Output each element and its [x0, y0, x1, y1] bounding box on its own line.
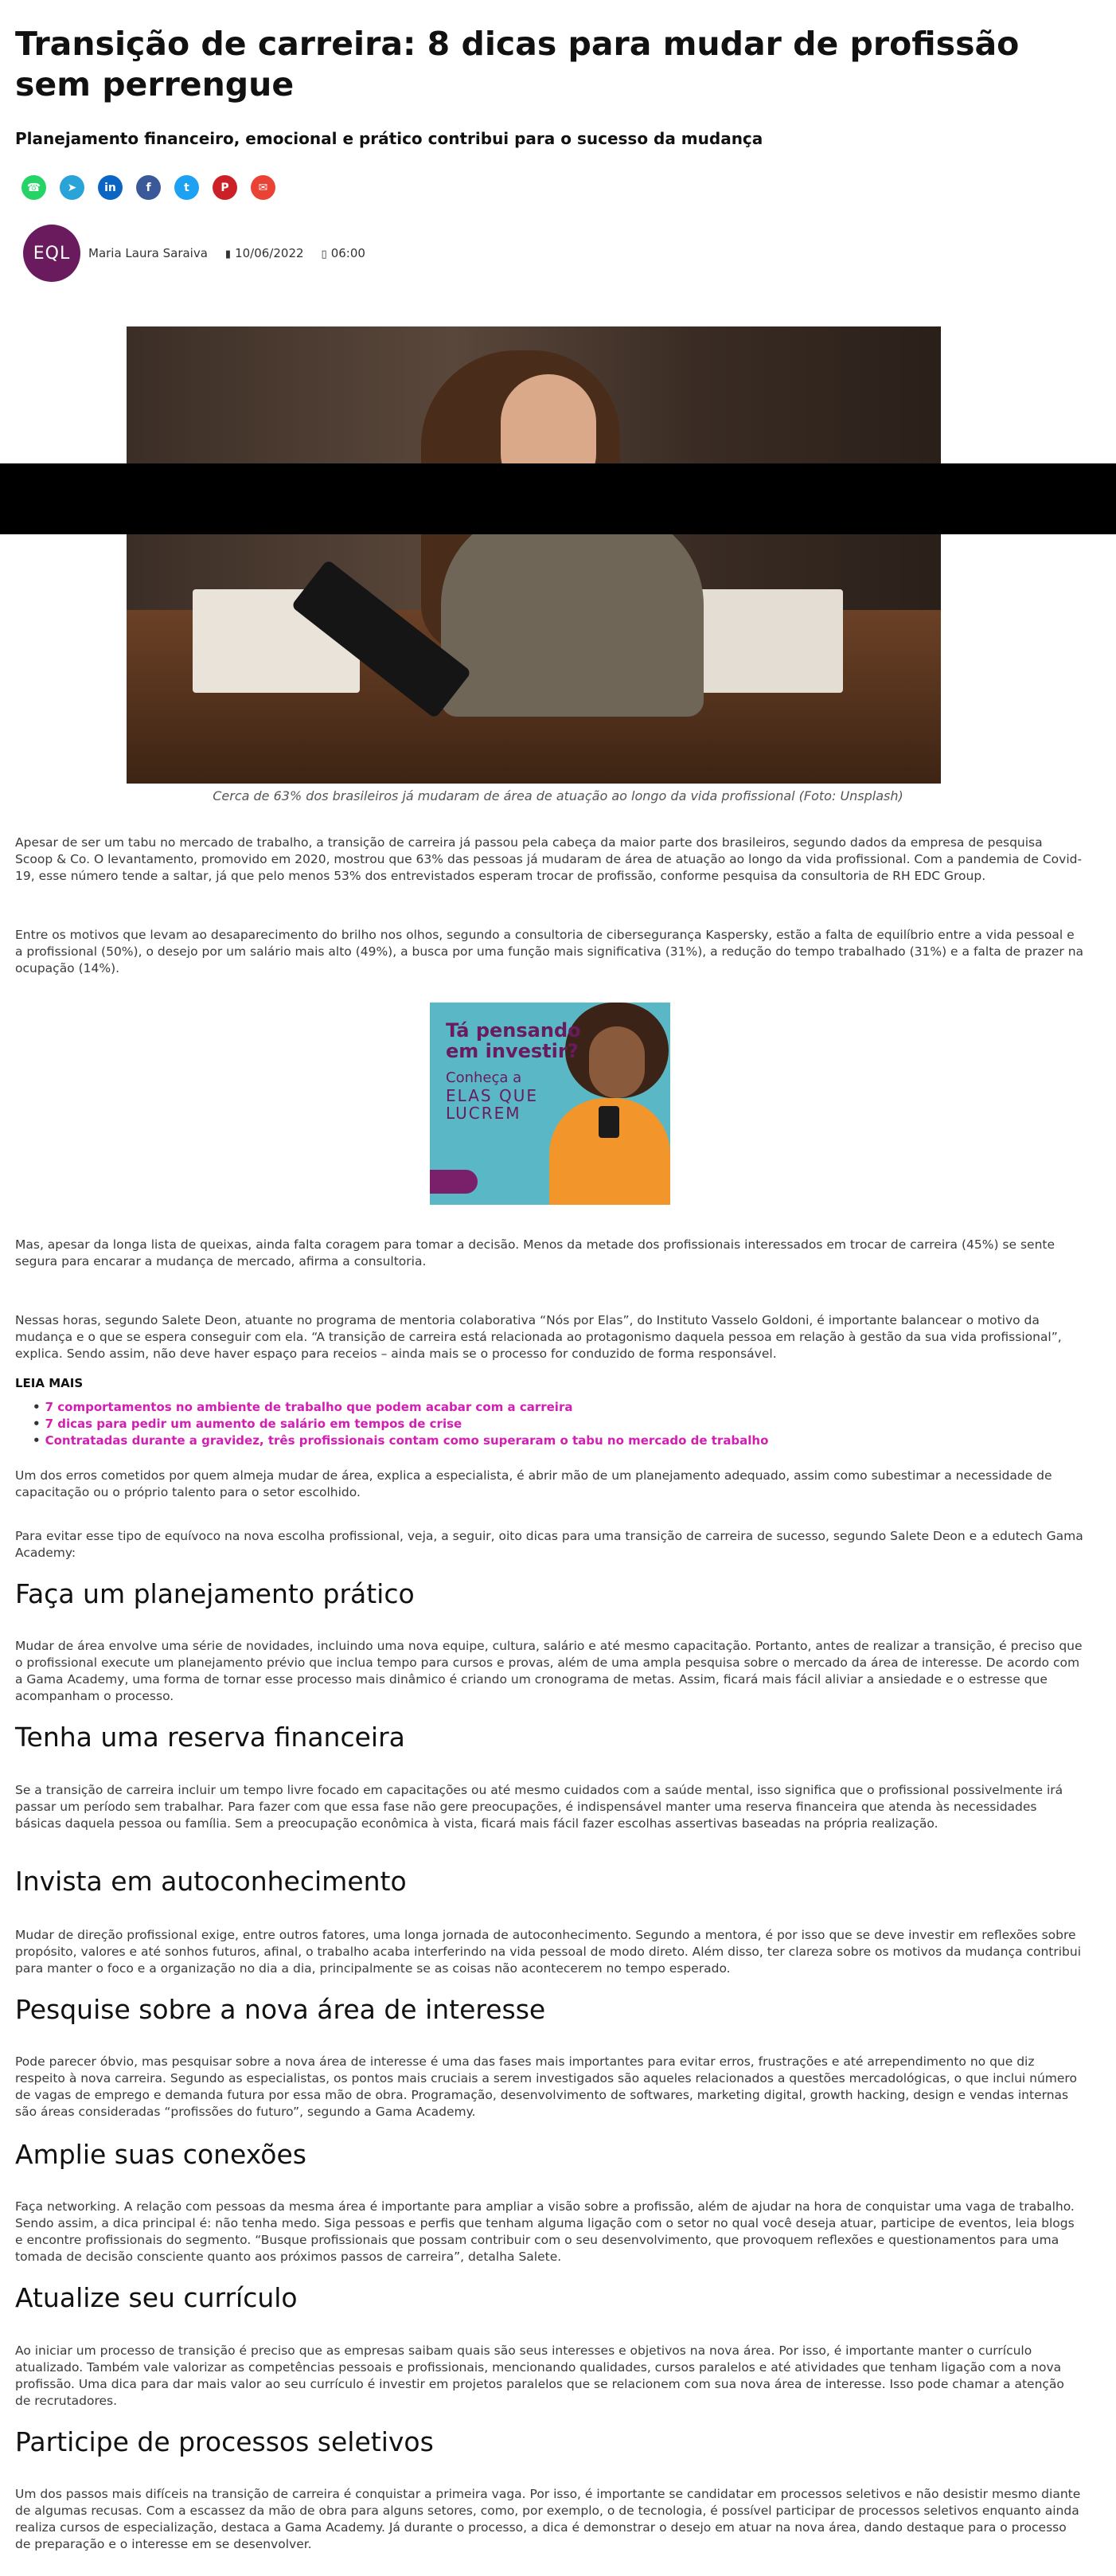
ad-phone [599, 1106, 619, 1138]
section-text: Mudar de área envolve uma série de novidades, incluindo uma nova equipe, cultura, salário e até mesmo capacitação. Portanto, antes de realizar a transição, é preciso que o profissional execute um planejamento prévio que inclua tempo para cursos e provas, além de uma ampla pesquisa sobre o mercado da área de interesse. De acordo com a Gama Academy, uma forma de tornar esse processo mais dinâmico é criando um cronograma de metas. Assim, ficará mais fácil aliviar a ansiedade e o estresse que acompanham o processo. [15, 1639, 1083, 1703]
clock-icon: ▯ [321, 248, 327, 260]
hero-caption: Cerca de 63% dos brasileiros já mudaram de área de atuação ao longo da vida profissional (Foto: Unsplash) [213, 788, 903, 803]
hero-image [127, 326, 941, 784]
article-subtitle: Planejamento financeiro, emocional e prático contribui para o sucesso da mudança [15, 129, 763, 148]
section-text: Faça networking. A relação com pessoas da mesma área é importante para ampliar a visão sobre a profissão, além de ajudar na hora de conquistar uma vaga de trabalho. Sendo assim, a dica principal é: não tenha medo. Siga pessoas e perfis que tenham alguma ligação com o setor no qual você deseja atuar, participe de eventos, leia blogs e encontre profissionais do segmento. “Busque profissionais que possam contribuir com o seu desenvolvimento, que provoquem reflexões e questionamentos para uma tomada de decisão consciente quanto aos próximos passos de carreira”, detalha Salete. [15, 2199, 1075, 2264]
twitter-icon[interactable]: t [174, 175, 199, 200]
ad-headline [446, 1020, 581, 1061]
section-text: Pode parecer óbvio, mas pesquisar sobre a nova área de interesse é uma das fases mais importantes para evitar erros, frustrações e até arrependimento no que diz respeito à nova carreira. Segundo as especialistas, os pontos mais cruciais a serem investigados são aqueles relacionados a questões mercadológicas, o que inclui número de vagas de emprego e demanda futura por essa mão de obra. Programação, desenvolvimento de softwares, marketing digital, growth hacking, design e vendas internas são áreas consideradas “profissões do futuro”, segundo a Gama Academy. [15, 2054, 1077, 2119]
related-link[interactable]: • 7 dicas para pedir um aumento de salário em tempos de crise [33, 1416, 768, 1433]
pinterest-icon[interactable]: P [213, 175, 237, 200]
section-heading: Atualize seu currículo [15, 2282, 298, 2313]
section-heading: Participe de processos seletivos [15, 2426, 434, 2457]
ad-line-3: Conheça a [446, 1069, 522, 1086]
related-link[interactable]: • 7 comportamentos no ambiente de trabalho que podem acabar com a carreira [33, 1399, 768, 1416]
section-text: Um dos passos mais difíceis na transição de carreira é conquistar a primeira vaga. Por isso, é importante se candidatar em processos seletivos e não desistir mesmo diante de algumas recusas. Com a escassez da mão de obra para alguns setores, como, por exemplo, o de tecnologia, é possível participar de processos seletivos enquanto ainda realiza cursos de especialização, destaca a Gama Academy. Já durante o processo, a dica é demonstrar o desejo em atuar na nova área, dando destaque para o processo de preparação e o interesse em se desenvolver. [15, 2487, 1081, 2551]
paragraph-courage: Mas, apesar da longa lista de queixas, ainda falta coragem para tomar a decisão. Menos da metade dos profissionais interessados em trocar de carreira (45%) se sente segura para encarar a mudança de mercado, afirma a consultoria. [15, 1237, 1056, 1268]
related-link[interactable]: • Contratadas durante a gravidez, três profissionais contam como superaram o tabu no mercado de trabalho [33, 1433, 768, 1449]
related-links [33, 1399, 768, 1449]
paragraph-mentoring: Nessas horas, segundo Salete Deon, atuante no programa de mentoria colaborativa “Nós por Elas”, do Instituto Vasselo Goldoni, é importante balancear o motivo da mudança e o que se espera conseguir com ela. “A transição de carreira está relacionada ao protagonismo daquela pessoa em relação à gestão da sua vida profissional”, explica. Sendo assim, não deve haver espaço para receios – ainda mais se o processo for conduzido de forma responsável. [15, 1313, 1062, 1361]
paragraph-errors: Um dos erros cometidos por quem almeja mudar de área, explica a especialista, é abrir mão de um planejamento adequado, assim como subestimar a necessidade de capacitação ou o próprio talento para o setor escolhido. [15, 1468, 1052, 1499]
hero-person-sweater [441, 510, 704, 717]
post-meta [88, 246, 365, 260]
telegram-icon[interactable]: ➤ [60, 175, 84, 200]
hero-chair-right [684, 589, 843, 693]
facebook-icon[interactable]: f [136, 175, 161, 200]
section-text: Se a transição de carreira incluir um tempo livre focado em capacitações ou até mesmo cuidados com a saúde mental, isso significa que o profissional possivelmente irá passar um período sem trabalhar. Para fazer com que essa fase não gere preocupações, é indispensável manter uma reserva financeira que atenda às necessidades básicas daquela pessoa ou família. Sem a preocupação econômica à vista, ficará mais fácil fazer escolhas assertivas baseadas na própria realização. [15, 1783, 1063, 1831]
author-name[interactable]: Maria Laura Saraiva [88, 246, 208, 260]
section-text: Mudar de direção profissional exige, entre outros fatores, uma longa jornada de autoconhecimento. Segundo a mentora, é por isso que se deve investir em reflexões sobre propósito, valores e até sonhos futuros, afinal, o trabalho acaba interferindo na vida pessoal de modo direto. Além disso, ter clareza sobre os motivos da mudança contribui para manter o foco e a organização no dia a dia, principalmente se as coisas não acontecerem no tempo esperado. [15, 1928, 1081, 1976]
paragraph-intro: Apesar de ser um tabu no mercado de trabalho, a transição de carreira já passou pela cabeça da maior parte dos brasileiros, segundo dados da empresa de pesquisa Scoop & Co. O levantamento, promovido em 2020, mostrou que 63% das pessoas já mudaram de área de atuação ao longo da vida profissional. Com a pandemia de Covid-19, esse número tende a saltar, já que pelo menos 53% dos entrevistados esperam trocar de profissão, conforme pesquisa da consultoria de RH EDC Group. [15, 835, 1083, 883]
ad-line-4: ELAS QUE [446, 1086, 538, 1105]
post-date: 10/06/2022 [235, 246, 304, 260]
ad-woman-face [589, 1026, 645, 1098]
post-date-wrap [225, 246, 304, 260]
section-heading: Faça um planejamento prático [15, 1578, 415, 1609]
avatar[interactable]: EQL [23, 225, 80, 282]
ad-banner[interactable] [430, 1003, 670, 1205]
section-heading: Invista em autoconhecimento [15, 1866, 407, 1897]
ad-line-1: Tá pensando [446, 1019, 581, 1042]
post-time: 06:00 [330, 246, 365, 260]
author-row [23, 224, 365, 283]
article-title: Transição de carreira: 8 dicas para mudar de profissão sem perrengue [15, 25, 1020, 104]
linkedin-icon[interactable]: in [98, 175, 123, 200]
paragraph-tips-intro: Para evitar esse tipo de equívoco na nova escolha profissional, veja, a seguir, oito dicas para uma transição de carreira de sucesso, segundo Salete Deon e a edutech Gama Academy: [15, 1529, 1083, 1560]
leia-mais-label: LEIA MAIS [15, 1376, 84, 1390]
ad-line-5: LUCREM [446, 1104, 521, 1123]
ad-line-2: em investir? [446, 1040, 579, 1062]
section-text: Ao iniciar um processo de transição é preciso que as empresas saibam quais são seus interesses e objetivos na nova área. Por isso, é importante manter o currículo atualizado. Também vale valorizar as competências pessoais e profissionais, mencionando qualidades, cursos paralelos e até atividades que tenham ligação com a nova profissão. Uma dica para dar mais valor ao seu currículo é investir em projetos paralelos que se relacionem com sua nova área de interesse. Isso pode chamar a atenção de recrutadores. [15, 2343, 1064, 2408]
section-heading: Amplie suas conexões [15, 2139, 306, 2170]
calendar-icon: ▮ [224, 248, 232, 260]
share-bar [21, 175, 275, 200]
ad-logo-swoosh [430, 1170, 478, 1194]
redaction-bar [0, 463, 1116, 534]
section-heading: Pesquise sobre a nova área de interesse [15, 1994, 546, 2025]
paragraph-motives: Entre os motivos que levam ao desaparecimento do brilho nos olhos, segundo a consultoria de cibersegurança Kaspersky, estão a falta de equilíbrio entre a vida pessoal e a profissional (50%), o desejo por um salário mais alto (49%), a busca por uma função mais significativa (31%), a redução do tempo trabalhado (31%) e a falta de prazer na ocupação (14%). [15, 928, 1084, 975]
ad-brand [446, 1087, 538, 1122]
whatsapp-icon[interactable]: ☎ [21, 175, 46, 200]
section-heading: Tenha uma reserva financeira [15, 1722, 405, 1753]
post-time-wrap [322, 246, 365, 260]
email-icon[interactable]: ✉ [251, 175, 275, 200]
